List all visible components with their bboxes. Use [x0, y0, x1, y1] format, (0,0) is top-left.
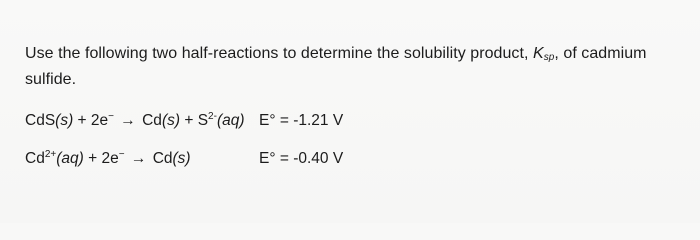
- electrons-term: + 2e: [83, 150, 119, 167]
- half-reaction-2: [25, 149, 191, 169]
- question-text-end: , of cadmium sulfide.: [25, 45, 647, 88]
- electrons-term: + 2e: [73, 112, 109, 129]
- product-1-species: Cd: [152, 150, 173, 167]
- electron-charge: −: [118, 149, 125, 160]
- question-text-start: Use the following two half-reactions to determine the solubility product,: [25, 45, 533, 62]
- reactant-species: CdS: [25, 112, 56, 129]
- reactant-state: (s): [55, 112, 74, 129]
- reactant-species: Cd: [25, 150, 45, 167]
- product-1-state: (s): [161, 112, 181, 129]
- half-reaction-1: [25, 111, 245, 131]
- reactant-state: (aq): [56, 150, 84, 167]
- reaction-arrow: →: [120, 112, 136, 129]
- product-1-species: Cd: [142, 112, 162, 129]
- reactant-charge: 2+: [44, 149, 57, 160]
- ksp-subscript: sp: [543, 52, 555, 63]
- reaction-arrow: →: [130, 150, 147, 167]
- half-reaction-2-potential: E° = -0.40 V: [259, 150, 344, 167]
- product-2-charge: 2-: [208, 111, 217, 122]
- product-1-state: (s): [172, 150, 191, 167]
- plus-sign: +: [180, 112, 198, 129]
- product-2-state: (aq): [216, 112, 245, 129]
- question-text: [25, 41, 685, 93]
- electron-charge: −: [108, 111, 114, 122]
- half-reaction-1-potential: E° = -1.21 V: [259, 112, 344, 129]
- ksp-symbol: K: [532, 45, 544, 62]
- product-2-species: S: [197, 112, 209, 129]
